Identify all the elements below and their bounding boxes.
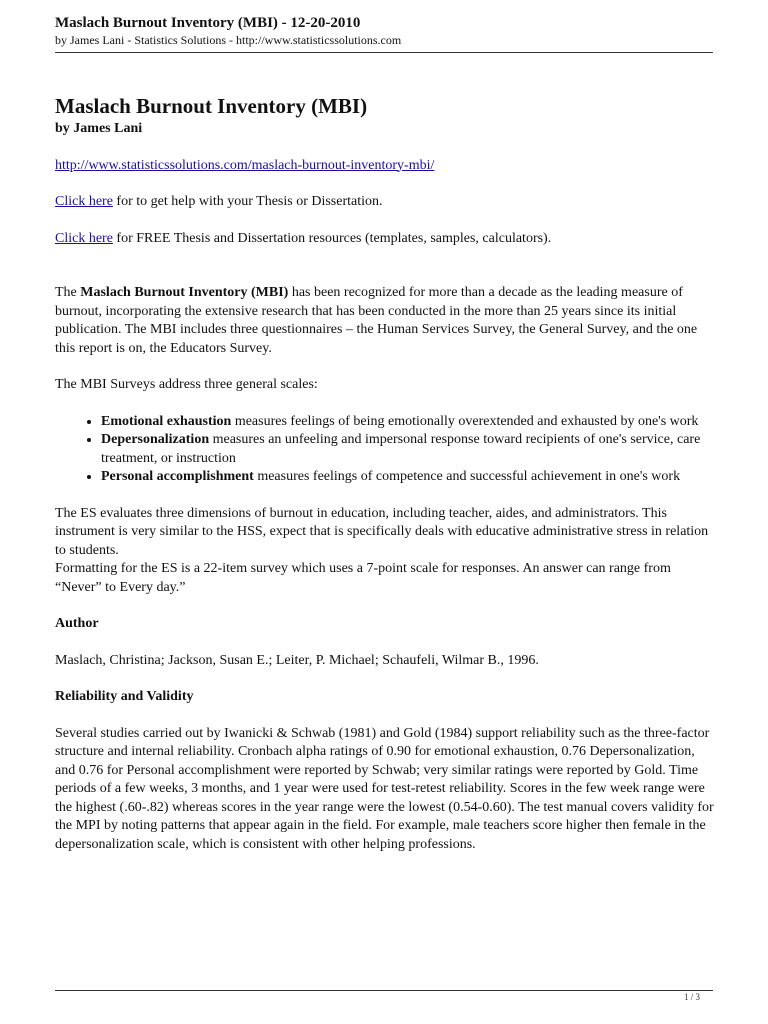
resources-cta-link[interactable]: Click here <box>55 230 113 246</box>
author-text: Maslach, Christina; Jackson, Susan E.; Leiter, P. Michael; Schaufeli, Wilmar B., 1996. <box>55 652 539 668</box>
reliability-heading: Reliability and Validity <box>55 689 194 704</box>
footer-divider <box>55 990 713 991</box>
help-cta-text: for to get help with your Thesis or Dissertation. <box>112 194 383 209</box>
scale-term: Emotional exhaustion <box>101 413 232 429</box>
reliability-text: Several studies carried out by Iwanicki & Schwab (1981) and Gold (1984) support reliability such as the three-factor structure and internal reliability. Cronbach alpha ratings of 0.90 for emotional exhaustion, 0.76 Depersonalization, and 0.76 for Personal accomplishment were reported by Schwab; very similar ratings were reported by Gold. Time periods of a few weeks, 3 months, and 1 year were used for test-retest reliability. Scores in the few week range were the highest (.60-.82) whereas scores in the year range were the lowest (0.54-0.60). The test manual covers validity for the MPI by noting patterns that appear again in the field. For example, male teachers score higher then female in the depersonalization scale, which is consistent with other helping professions. <box>55 725 714 852</box>
help-cta-link[interactable]: Click here <box>55 194 113 209</box>
intro-bold-term: Maslach Burnout Inventory (MBI) <box>80 285 289 300</box>
article-title: Maslach Burnout Inventory (MBI) <box>55 94 368 118</box>
scale-item-depersonalization <box>101 431 715 468</box>
scales-list <box>55 413 715 487</box>
scale-item-emotional-exhaustion <box>101 413 715 432</box>
help-cta-line <box>55 193 715 212</box>
scale-desc: measures feelings of being emotionally overextended and exhausted by one's work <box>231 413 699 429</box>
scale-desc: measures an unfeeling and impersonal response toward recipients of one's service, care treatment, or instruction <box>101 432 701 466</box>
resources-cta-line <box>55 230 715 249</box>
article-url-link[interactable]: http://www.statisticssolutions.com/maslach-burnout-inventory-mbi/ <box>55 157 435 173</box>
scale-term: Personal accomplishment <box>101 469 254 484</box>
header-divider <box>55 52 713 53</box>
article-byline: by James Lani <box>55 121 143 136</box>
running-header-subtitle: by James Lani - Statistics Solutions - http://www.statisticssolutions.com <box>55 33 402 47</box>
running-header-title: Maslach Burnout Inventory (MBI) - 12-20-2010 <box>55 15 361 31</box>
page-indicator: 1 / 3 <box>683 992 700 1002</box>
intro-post: has been recognized for more than a decade as the leading measure of burnout, incorporating the extensive research that has been conducted in the more than 25 years since its initial publication. The MBI includes three questionnaires – the Human Services Survey, the General Survey, and the one this report is on, the Educators Survey. <box>55 285 698 356</box>
scale-desc: measures feelings of competence and successful achievement in one's work <box>253 469 681 484</box>
es-paragraph: The ES evaluates three dimensions of burnout in education, including teacher, aides, and administrators. This instrument is very similar to the HSS, expect that is specifically deals with educative administrative stress in relation to students. <box>55 505 709 558</box>
author-heading: Author <box>55 616 99 631</box>
scales-intro: The MBI Surveys address three general scales: <box>55 377 318 392</box>
scale-term: Depersonalization <box>101 432 210 447</box>
article-body <box>55 92 715 854</box>
format-paragraph: Formatting for the ES is a 22-item survey which uses a 7-point scale for responses. An answer can range from “Never” to Every day.” <box>55 561 671 595</box>
intro-paragraph <box>55 284 715 358</box>
resources-cta-text: for FREE Thesis and Dissertation resources (templates, samples, calculators). <box>112 230 552 246</box>
scale-item-personal-accomplishment <box>101 468 715 487</box>
intro-pre: The <box>55 285 81 300</box>
